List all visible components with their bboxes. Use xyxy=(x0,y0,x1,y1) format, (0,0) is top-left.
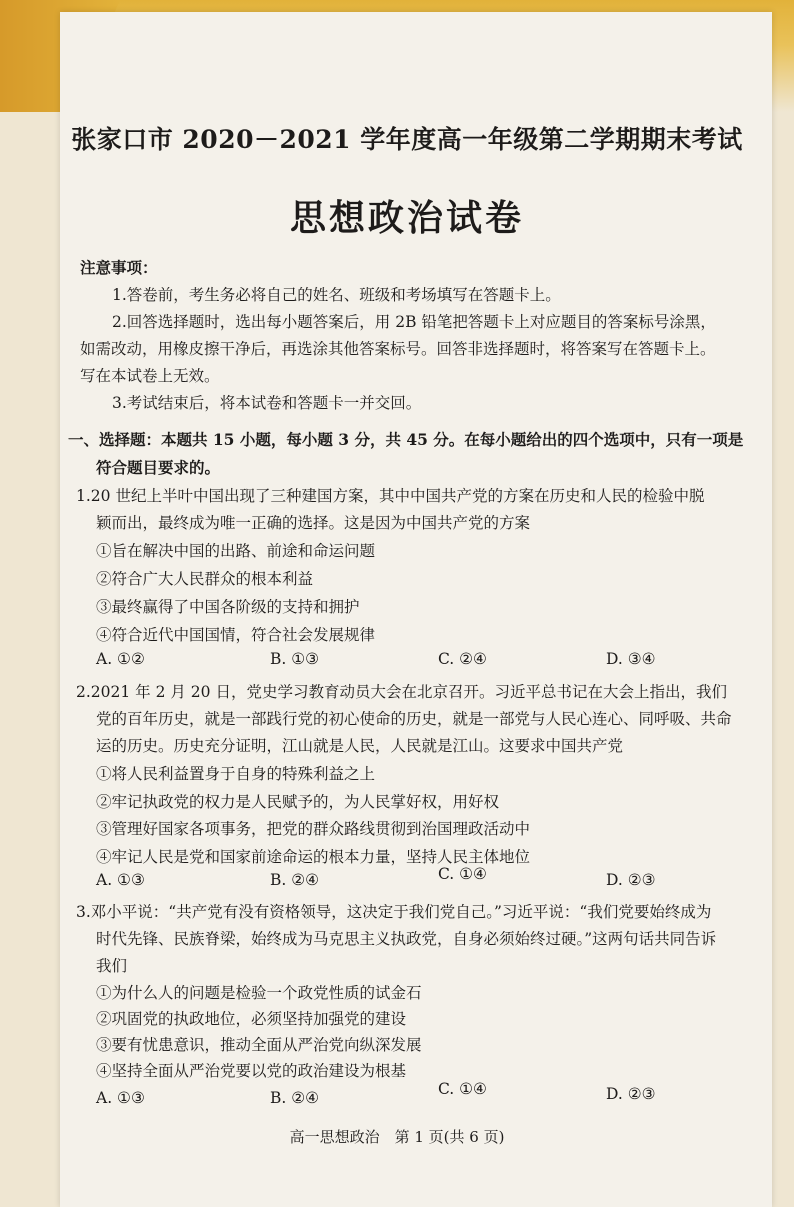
answer-option: C. ②④ xyxy=(438,650,487,668)
answer-option: D. ②③ xyxy=(606,871,656,889)
question-stem: 颖而出，最终成为唯一正确的选择。这是因为中国共产党的方案 xyxy=(96,514,531,532)
notes-line: 1.答卷前，考生务必将自己的姓名、班级和考场填写在答题卡上。 xyxy=(112,286,561,304)
question-item: ④坚持全面从严治党要以党的政治建设为根基 xyxy=(96,1062,407,1080)
answer-option: D. ③④ xyxy=(606,650,656,668)
page-footer: 高一思想政治 第 1 页(共 6 页) xyxy=(289,1128,505,1146)
answer-option: D. ②③ xyxy=(606,1085,656,1103)
question-stem: 2.2021 年 2 月 20 日，党史学习教育动员大会在北京召开。习近平总书记在大会上指出，我们 xyxy=(76,683,727,701)
question-stem: 3.邓小平说：“共产党有没有资格领导，这决定于我们党自己。”习近平说：“我们党要始终成为 xyxy=(76,903,712,921)
question-stem: 党的百年历史，就是一部践行党的初心使命的历史，就是一部党与人民心连心、同呼吸、共命 xyxy=(96,710,732,728)
question-item: ②牢记执政党的权力是人民赋予的，为人民掌好权，用好权 xyxy=(96,793,500,811)
notes-line: 如需改动，用橡皮擦干净后，再选涂其他答案标号。回答非选择题时，将答案写在答题卡上。 xyxy=(80,340,716,358)
question-stem: 1.20 世纪上半叶中国出现了三种建国方案，其中中国共产党的方案在历史和人民的检验中脱 xyxy=(76,487,705,505)
question-item: ①为什么人的问题是检验一个政党性质的试金石 xyxy=(96,984,422,1002)
answer-option: B. ②④ xyxy=(270,1089,320,1107)
exam-title: 张家口市 2020－2021 学年度高一年级第二学期期末考试 xyxy=(71,125,743,154)
question-item: ①将人民利益置身于自身的特殊利益之上 xyxy=(96,765,376,783)
question-item: ①旨在解决中国的出路、前途和命运问题 xyxy=(96,542,376,560)
question-stem: 我们 xyxy=(96,957,128,975)
notes-line: 3.考试结束后，将本试卷和答题卡一并交回。 xyxy=(112,394,422,412)
question-item: ③要有忧患意识，推动全面从严治党向纵深发展 xyxy=(96,1036,422,1054)
question-item: ④牢记人民是党和国家前途命运的根本力量，坚持人民主体地位 xyxy=(96,848,531,866)
answer-option: A. ①② xyxy=(96,650,145,668)
exam-subtitle: 思想政治试卷 xyxy=(289,197,524,239)
answer-option: A. ①③ xyxy=(96,1089,145,1107)
question-item: ②巩固党的执政地位，必须坚持加强党的建设 xyxy=(96,1010,407,1028)
notes-line: 2.回答选择题时，选出每小题答案后，用 2B 铅笔把答题卡上对应题目的答案标号涂黑， xyxy=(112,313,716,331)
section-header-cont: 符合题目要求的。 xyxy=(96,458,221,477)
answer-option: B. ①③ xyxy=(270,650,320,668)
question-item: ②符合广大人民群众的根本利益 xyxy=(96,570,314,588)
answer-option: B. ②④ xyxy=(270,871,320,889)
question-stem: 运的历史。历史充分证明，江山就是人民，人民就是江山。这要求中国共产党 xyxy=(96,737,624,755)
question-item: ③最终赢得了中国各阶级的支持和拥护 xyxy=(96,598,360,616)
question-item: ④符合近代中国国情，符合社会发展规律 xyxy=(96,626,376,644)
notes-heading: 注意事项： xyxy=(80,258,158,277)
question-stem: 时代先锋、民族脊梁，始终成为马克思主义执政党，自身必须始终过硬。”这两句话共同告诉 xyxy=(96,930,717,948)
answer-option: A. ①③ xyxy=(96,871,145,889)
question-item: ③管理好国家各项事务，把党的群众路线贯彻到治国理政活动中 xyxy=(96,820,531,838)
answer-option: C. ①④ xyxy=(438,865,487,883)
notes-line: 写在本试卷上无效。 xyxy=(80,367,220,385)
answer-option: C. ①④ xyxy=(438,1080,487,1098)
section-header: 一、选择题：本题共 15 小题，每小题 3 分，共 45 分。在每小题给出的四个选项中，只有一项是 xyxy=(68,430,744,449)
